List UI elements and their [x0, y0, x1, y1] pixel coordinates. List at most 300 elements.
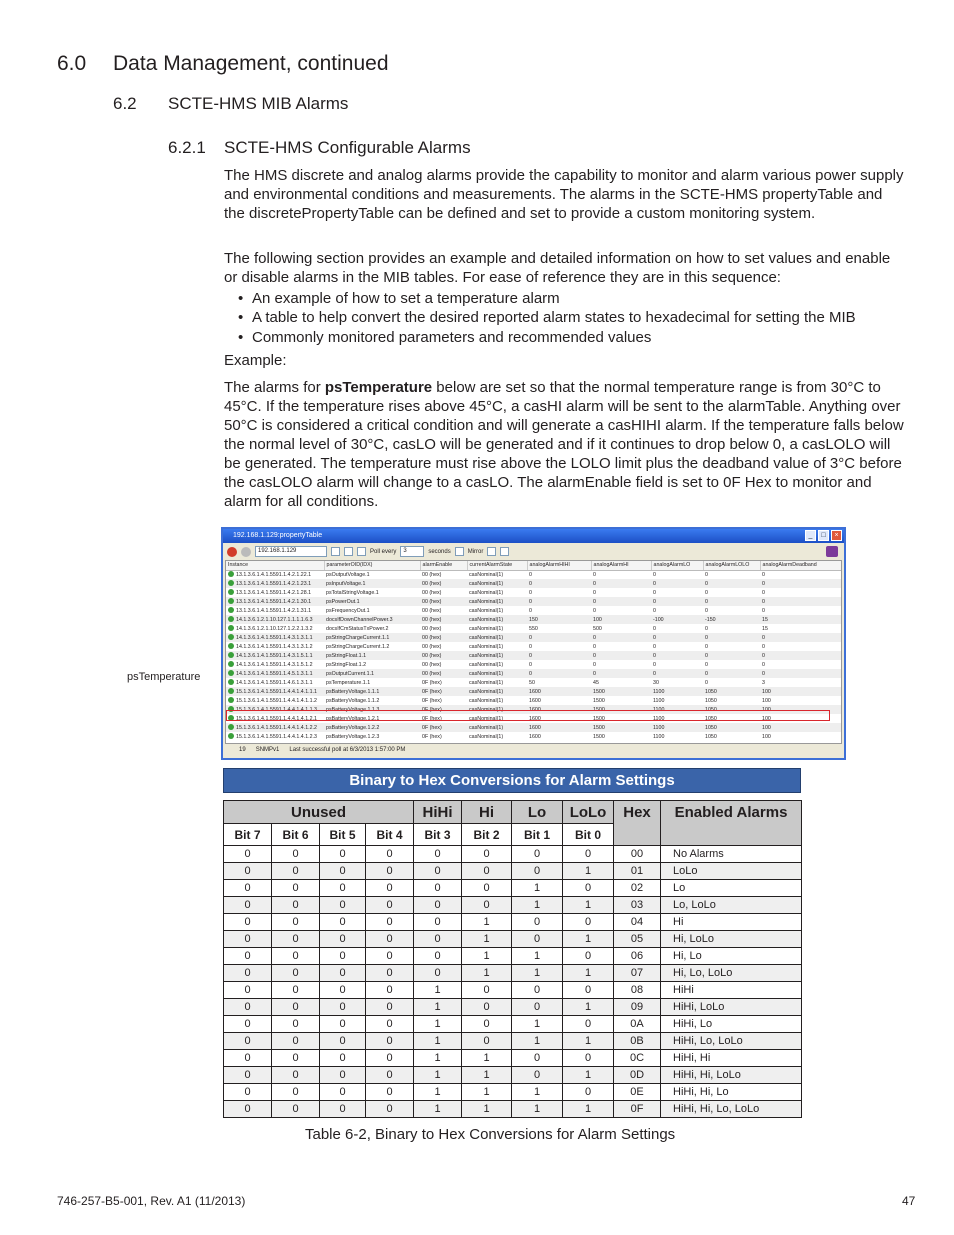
grid-column-header[interactable]: currentAlarmState [467, 561, 527, 570]
options-icon[interactable] [500, 547, 509, 556]
bit-cell: 0 [224, 863, 272, 880]
grid-cell: 0 [529, 589, 532, 596]
grid-row[interactable] [226, 723, 842, 732]
table-row [224, 1016, 802, 1033]
grid-cell: casNominal(1) [469, 733, 504, 740]
grid-cell: 0 [703, 579, 760, 588]
enabled-alarms-cell: HiHi [661, 982, 802, 999]
bit-cell: 0 [224, 1050, 272, 1067]
bit-cell: 0 [272, 982, 320, 999]
grid-row[interactable] [226, 588, 842, 597]
bit-cell: 0 [320, 931, 366, 948]
grid-cell [226, 723, 324, 732]
grid-cell: casNominal(1) [467, 669, 527, 678]
grid-cell [226, 687, 324, 696]
grid-cell [226, 714, 324, 723]
grid-cell: 00 (hex) [422, 625, 442, 632]
enabled-alarms-cell: Hi, LoLo [661, 931, 802, 948]
hex-cell: 01 [614, 863, 661, 880]
enabled-alarms-cell: HiHi, Hi, Lo [661, 1084, 802, 1101]
status-dot-icon [228, 634, 234, 640]
grid-cell: 1100 [653, 697, 665, 704]
grid-cell: 0 [591, 579, 651, 588]
grid-cell: 00 (hex) [420, 669, 467, 678]
bit-cell: 0 [272, 880, 320, 897]
poll-checkbox[interactable] [357, 547, 366, 556]
hex-cell: 02 [614, 880, 661, 897]
bit-cell: 0 [272, 999, 320, 1016]
go-icon[interactable] [331, 547, 340, 556]
hex-cell: 0B [614, 1033, 661, 1050]
bit-cell: 1 [563, 1067, 614, 1084]
bit-cell: 0 [320, 982, 366, 999]
grid-cell: docsIfCmStatusTxPower.2 [326, 625, 389, 632]
grid-cell: 00 (hex) [422, 661, 442, 668]
table-row [224, 1084, 802, 1101]
grid-column-header[interactable]: Instance [226, 561, 324, 570]
grid-column-header[interactable]: analogAlarmHI [591, 561, 651, 570]
grid-cell: psTemperature.1.1 [326, 679, 371, 686]
grid-cell: 0F (hex) [422, 679, 442, 686]
table-row [224, 931, 802, 948]
hex-cell: 04 [614, 914, 661, 931]
bit-cell: 1 [563, 931, 614, 948]
bit-cell: 0 [563, 880, 614, 897]
address-input[interactable]: 192.168.1.129 [255, 546, 327, 557]
grid-cell: 0 [653, 625, 656, 632]
grid-cell: psBatteryVoltage.1.2.1 [326, 715, 380, 722]
example-text-post: below are set so that the normal temperature range is from 30°C to 45°C. If the temperature rises above 45°C, a casHI alarm will be sent to the alarmTable. Anything over 50°C is considered a critical condition and will generate a casHIHI alarm. If the temperature falls below the normal level of 30°C, casLO will be generated and if it continues to drop below 0, a casLOLO will be generated. The temperature must rise above the LOLO limit plus the deadband value of 3°C before the casLOLO alarm will change to a casLO. The alarmEnable field is set to 0F Hex to monitor and alarm for all conditions. [224, 379, 904, 510]
grid-row[interactable] [226, 660, 842, 669]
hex-cell: 0D [614, 1067, 661, 1084]
grid-cell: 0 [760, 669, 842, 678]
grid-cell: 1050 [703, 723, 760, 732]
grid-cell: 0 [529, 661, 532, 668]
grid-cell: -100 [651, 615, 703, 624]
hex-cell: 0F [614, 1101, 661, 1118]
grid-cell: 0F (hex) [422, 697, 442, 704]
grid-row[interactable] [226, 606, 842, 615]
grid-cell [226, 660, 324, 669]
binary-hex-table [223, 800, 802, 1118]
grid-column-header[interactable]: analogAlarmDeadband [760, 561, 842, 570]
grid-cell: 0 [527, 669, 591, 678]
table-row [224, 982, 802, 999]
grid-row[interactable] [226, 678, 842, 687]
grid-cell: 0 [762, 607, 765, 614]
enabled-alarms-cell: HiHi, Hi, LoLo [661, 1067, 802, 1084]
grid-cell: 0 [591, 633, 651, 642]
poll-status: Last successful poll at 6/3/2013 1:57:00 PM [289, 747, 406, 753]
bit-cell: 1 [414, 1101, 462, 1118]
grid-column-header[interactable]: parameterOID(IDX) [324, 561, 420, 570]
enabled-alarms-cell: Hi, Lo [661, 948, 802, 965]
grid-cell: casNominal(1) [469, 715, 504, 722]
grid-cell: casNominal(1) [469, 607, 504, 614]
grid-cell: psBatteryVoltage.1.1.1 [324, 687, 420, 696]
bit-cell: 0 [512, 982, 563, 999]
bit-cell: 0 [414, 965, 462, 982]
grid-cell: 0 [653, 607, 656, 614]
instance-text: 15.1.3.6.1.4.1.5591.1.4.4.1.4.1.1.2 [236, 697, 317, 704]
bit-cell: 0 [366, 999, 414, 1016]
bit-cell: 0 [366, 914, 414, 931]
bit-cell: 0 [512, 914, 563, 931]
grid-cell: psBatteryVoltage.1.1.2 [326, 697, 380, 704]
grid-cell: 1100 [651, 705, 703, 714]
instance-text: 13.1.3.6.1.4.1.5591.1.4.2.1.31.1 [236, 607, 312, 614]
grid-cell: 0 [593, 607, 596, 614]
grid-cell: 1500 [591, 723, 651, 732]
grid-cell: casNominal(1) [467, 651, 527, 660]
bit-cell: 0 [224, 1033, 272, 1050]
grid-cell: 45 [593, 679, 599, 686]
hex-cell: 03 [614, 897, 661, 914]
instance-text: 15.1.3.6.1.4.1.5591.1.4.4.1.4.1.2.1 [236, 715, 317, 722]
grid-column-header[interactable]: analogAlarmHIHI [527, 561, 591, 570]
bit-cell: 0 [366, 880, 414, 897]
bit-cell: 0 [366, 931, 414, 948]
section-title: Data Management, continued [113, 52, 389, 75]
bit-cell: 1 [563, 1033, 614, 1050]
bit-cell: 0 [320, 965, 366, 982]
grid-cell: 30 [653, 679, 659, 686]
bit-cell: 0 [272, 1016, 320, 1033]
grid-cell: 0 [591, 597, 651, 606]
grid-cell: 0 [651, 651, 703, 660]
bit-cell: 0 [272, 1050, 320, 1067]
bit-cell: 1 [414, 982, 462, 999]
grid-cell: 0 [653, 643, 656, 650]
grid-cell: 1050 [703, 705, 760, 714]
grid-cell: 0 [529, 643, 532, 650]
bit-cell: 0 [224, 1016, 272, 1033]
bit-cell: 0 [320, 914, 366, 931]
grid-row[interactable] [226, 651, 842, 660]
grid-cell: 0 [703, 597, 760, 606]
enabled-alarms-cell: HiHi, Hi, Lo, LoLo [661, 1101, 802, 1118]
bit-cell: 1 [512, 1084, 563, 1101]
bit-cell: 0 [414, 914, 462, 931]
table-row [224, 948, 802, 965]
bit-cell: 0 [512, 1067, 563, 1084]
grid-row[interactable] [226, 597, 842, 606]
grid-cell [226, 696, 324, 705]
bit-cell: 0 [272, 931, 320, 948]
bit-cell: 0 [366, 1067, 414, 1084]
bit-cell: 1 [414, 1033, 462, 1050]
grid-cell: 100 [762, 733, 771, 740]
enabled-alarms-cell: HiHi, Lo, LoLo [661, 1033, 802, 1050]
table-row [224, 1101, 802, 1118]
bit-cell: 0 [320, 1033, 366, 1050]
table-row [224, 1050, 802, 1067]
bit-header: Bit 0 [563, 824, 614, 846]
refresh-icon[interactable] [241, 547, 251, 557]
ps-temperature-callout: psTemperature [127, 671, 201, 683]
grid-cell: psBatteryVoltage.1.2.3 [326, 733, 380, 740]
bit-cell: 0 [224, 982, 272, 999]
grid-cell: casNominal(1) [469, 697, 504, 704]
grid-cell: 15 [760, 615, 842, 624]
grid-cell: 0 [529, 607, 532, 614]
grid-cell: 0 [760, 633, 842, 642]
grid-cell: psOutputVoltage.1 [326, 571, 370, 578]
window-toolbar [223, 543, 844, 560]
grid-cell: 3 [762, 679, 765, 686]
bit-cell: 0 [366, 948, 414, 965]
bit-cell: 1 [462, 965, 512, 982]
bit-cell: 0 [224, 914, 272, 931]
bit-cell: 0 [462, 897, 512, 914]
bit-cell: 0 [272, 965, 320, 982]
instance-text: 15.1.3.6.1.4.1.5591.1.4.4.1.4.1.2.2 [236, 724, 317, 731]
bit-cell: 0 [366, 1084, 414, 1101]
grid-cell: 0 [760, 651, 842, 660]
bit-cell: 0 [224, 846, 272, 863]
grid-column-header[interactable]: analogAlarmLOLO [703, 561, 760, 570]
grid-cell: 0 [705, 571, 708, 578]
bit-cell: 0 [366, 846, 414, 863]
grid-cell: 0 [593, 589, 596, 596]
grid-cell: 1050 [705, 697, 717, 704]
bit-cell: 0 [563, 846, 614, 863]
grid-cell [226, 615, 324, 624]
grid-cell: 0 [653, 661, 656, 668]
grid-column-header[interactable]: analogAlarmLO [651, 561, 703, 570]
grid-column-header[interactable]: alarmEnable [420, 561, 467, 570]
bit-cell: 0 [272, 1084, 320, 1101]
bit-cell: 0 [414, 897, 462, 914]
bit-cell: 0 [224, 1067, 272, 1084]
bit-cell: 1 [414, 1016, 462, 1033]
instance-text: 13.1.3.6.1.4.1.5591.1.4.2.1.30.1 [236, 598, 312, 605]
grid-cell: 0 [705, 607, 708, 614]
subsection-number: 6.2 [113, 94, 137, 113]
subsubsection-number: 6.2.1 [168, 138, 206, 157]
grid-cell: 0F (hex) [422, 733, 442, 740]
grid-cell: 0 [762, 661, 765, 668]
grid-cell: 0 [591, 669, 651, 678]
grid-cell: casNominal(1) [467, 615, 527, 624]
grid-cell: casNominal(1) [467, 579, 527, 588]
grid-row[interactable] [226, 624, 842, 633]
hex-cell: 0E [614, 1084, 661, 1101]
grid-cell: 100 [760, 687, 842, 696]
instance-text: 14.1.3.6.1.4.1.5591.1.4.3.1.3.1.2 [236, 643, 313, 650]
grid-cell: 00 (hex) [420, 579, 467, 588]
bit-cell: 1 [462, 1101, 512, 1118]
bit-cell: 0 [462, 999, 512, 1016]
bit-cell: 0 [224, 880, 272, 897]
example-text-bold: psTemperature [324, 379, 433, 396]
bit-cell: 1 [563, 965, 614, 982]
grid-row[interactable] [226, 732, 842, 741]
bit-header: Bit 1 [512, 824, 563, 846]
grid-cell: 1500 [593, 715, 605, 722]
grid-cell: docsIfDownChannelPower.3 [324, 615, 420, 624]
grid-row[interactable] [226, 687, 842, 696]
minimize-icon[interactable]: _ [805, 530, 816, 541]
grid-row[interactable] [226, 570, 842, 579]
window-title: 192.168.1.129:propertyTable [233, 532, 323, 539]
grid-row[interactable] [226, 642, 842, 651]
bit-cell: 0 [563, 982, 614, 999]
table-row [224, 999, 802, 1016]
help-icon[interactable] [826, 546, 838, 557]
grid-cell [226, 579, 324, 588]
bit-cell: 1 [563, 863, 614, 880]
grid-cell: psBatteryVoltage.1.2.2 [324, 723, 420, 732]
grid-cell: psBatteryVoltage.1.1.3 [324, 705, 420, 714]
status-dot-icon [228, 661, 234, 667]
bit-cell: 0 [563, 948, 614, 965]
grid-cell: 15 [762, 625, 768, 632]
grid-cell: 0 [703, 669, 760, 678]
grid-row[interactable] [226, 714, 842, 723]
grid-cell: 100 [591, 615, 651, 624]
bit-cell: 0 [366, 982, 414, 999]
grid-cell: 1500 [591, 705, 651, 714]
bit-cell: 0 [512, 863, 563, 880]
bit-cell: 1 [512, 1101, 563, 1118]
mirror-checkbox[interactable] [455, 547, 464, 556]
table-caption: Table 6-2, Binary to Hex Conversions for Alarm Settings [305, 1126, 676, 1143]
grid-cell: 100 [762, 715, 771, 722]
example-paragraph [224, 378, 904, 511]
grid-cell: 1600 [529, 733, 541, 740]
bit-cell: 0 [224, 948, 272, 965]
grid-cell: psStringFloat.1.2 [326, 661, 367, 668]
status-dot-icon [228, 589, 234, 595]
grid-cell: 0 [762, 571, 765, 578]
enabled-alarms-cell: HiHi, LoLo [661, 999, 802, 1016]
instance-text: 15.1.3.6.1.4.1.5591.1.4.4.1.4.1.2.3 [236, 733, 317, 740]
table-row [224, 846, 802, 863]
grid-cell: casNominal(1) [467, 687, 527, 696]
close-icon[interactable]: × [831, 530, 842, 541]
stop-icon[interactable] [227, 547, 237, 557]
grid-cell: 0 [593, 571, 596, 578]
instance-text: 14.1.3.6.1.2.1.10.127.1.1.1.1.6.3 [236, 616, 313, 623]
bit-cell: 0 [414, 931, 462, 948]
grid-cell [226, 669, 324, 678]
grid-cell: 00 (hex) [422, 571, 442, 578]
status-dot-icon [228, 733, 234, 739]
list-item: • Commonly monitored parameters and recommended values [238, 328, 856, 347]
bit-header: Bit 7 [224, 824, 272, 846]
export-icon[interactable] [487, 547, 496, 556]
grid-cell: 0F (hex) [420, 723, 467, 732]
bit-cell: 1 [462, 1084, 512, 1101]
grid-row[interactable] [226, 579, 842, 588]
grid-cell: 0F (hex) [420, 705, 467, 714]
bit-cell: 0 [320, 880, 366, 897]
grid-cell: 0 [593, 661, 596, 668]
grid-cell [226, 732, 324, 741]
grid-cell: psStringFloat.1.1 [324, 651, 420, 660]
grid-cell: casNominal(1) [469, 571, 504, 578]
bit-cell: 0 [366, 863, 414, 880]
grid-cell: psPowerOut.1 [324, 597, 420, 606]
bit-cell: 0 [320, 1050, 366, 1067]
hi-header: Hi [462, 801, 512, 824]
status-dot-icon [228, 706, 234, 712]
grid-cell: 0 [651, 669, 703, 678]
lo-header: Lo [512, 801, 563, 824]
bit-cell: 0 [462, 846, 512, 863]
grid-cell: 1600 [529, 697, 541, 704]
grid-cell: 0 [653, 571, 656, 578]
property-table-window [221, 527, 846, 760]
list-item: • An example of how to set a temperature alarm [238, 289, 856, 308]
poll-interval-input[interactable]: 3 [400, 546, 424, 557]
status-dot-icon [228, 688, 234, 694]
enabled-alarms-cell: No Alarms [661, 846, 802, 863]
enabled-alarms-cell: LoLo [661, 863, 802, 880]
unused-header: Unused [224, 801, 414, 824]
bit-cell: 0 [414, 846, 462, 863]
grid-cell: psStringChargeCurrent.1.1 [324, 633, 420, 642]
subsubsection-title: SCTE-HMS Configurable Alarms [224, 138, 471, 157]
status-bar [225, 743, 842, 757]
grid-cell: casNominal(1) [469, 625, 504, 632]
sequence-list [238, 289, 856, 347]
grid-row[interactable] [226, 615, 842, 624]
row-count: 19 [239, 747, 246, 753]
table-row [224, 897, 802, 914]
bit-cell: 1 [512, 948, 563, 965]
grid-cell: psFrequencyOut.1 [326, 607, 370, 614]
grid-cell: 0 [527, 597, 591, 606]
instance-text: 14.1.3.6.1.4.1.5591.1.4.3.1.5.1.2 [236, 661, 313, 668]
bit-cell: 1 [462, 1050, 512, 1067]
bit-cell: 0 [320, 897, 366, 914]
bit-cell: 0 [563, 1050, 614, 1067]
grid-cell: 0F (hex) [422, 715, 442, 722]
grid-row[interactable] [226, 669, 842, 678]
maximize-icon[interactable]: □ [818, 530, 829, 541]
poll-unit: seconds [428, 548, 451, 555]
bit-header: Bit 4 [366, 824, 414, 846]
grid-cell: 1050 [705, 733, 717, 740]
bit-cell: 0 [320, 1016, 366, 1033]
bit-cell: 1 [414, 1050, 462, 1067]
grid-row[interactable] [226, 696, 842, 705]
grid-cell: 0 [705, 661, 708, 668]
instance-text: 14.1.3.6.1.4.1.5591.1.4.3.1.5.1.1 [236, 652, 313, 659]
grid-cell [226, 642, 324, 651]
grid-cell: 0 [762, 643, 765, 650]
enabled-alarms-cell: HiHi, Lo [661, 1016, 802, 1033]
bit-cell: 0 [512, 846, 563, 863]
bit-cell: 0 [414, 880, 462, 897]
instance-text: 15.1.3.6.1.4.1.5591.1.4.4.1.4.1.1.1 [236, 688, 317, 695]
status-dot-icon [228, 616, 234, 622]
binary-table-title: Binary to Hex Conversions for Alarm Settings [223, 768, 801, 793]
table-row [224, 965, 802, 982]
table-icon[interactable] [344, 547, 353, 556]
bit-header: Bit 6 [272, 824, 320, 846]
grid-row[interactable] [226, 633, 842, 642]
grid-cell: 100 [760, 705, 842, 714]
grid-cell: 0 [703, 651, 760, 660]
grid-row[interactable] [226, 705, 842, 714]
bit-cell: 0 [320, 999, 366, 1016]
grid-cell: 1600 [529, 715, 541, 722]
hex-cell: 09 [614, 999, 661, 1016]
bit-cell: 0 [414, 863, 462, 880]
